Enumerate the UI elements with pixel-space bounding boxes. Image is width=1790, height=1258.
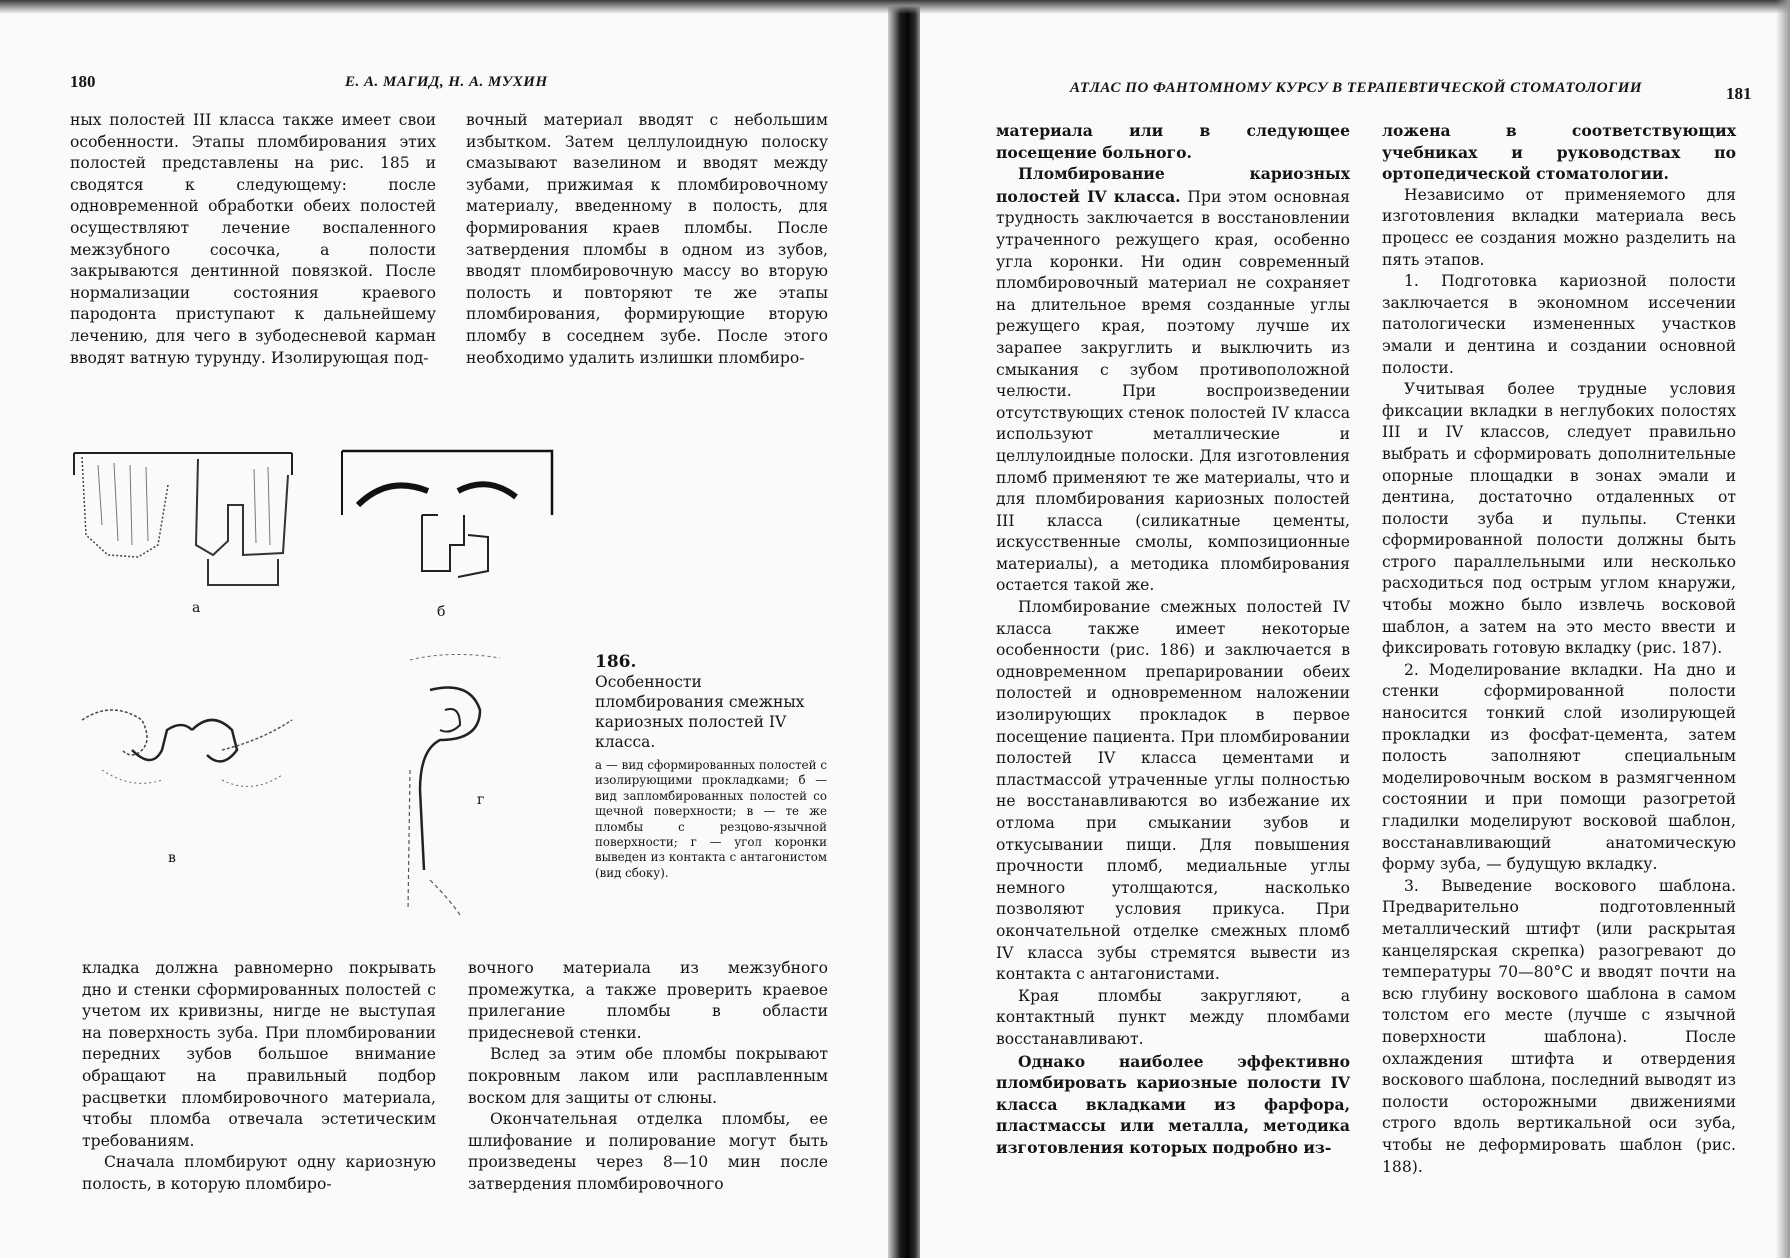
left-page [0, 0, 890, 1258]
page-number-left: 180 [70, 72, 96, 91]
right-col1 [996, 120, 1350, 1159]
paragraph: 2. Моделирование вкладки. На дно и стенки сформированной полости наносится тонкий слой изолирующей прокладки из фосфат-цемента, затем полость заполняют специальным моделировочным воском в размягченном состоянии и при помощи разогретой гладилки моделируют восковой шаблон, восстанавливающий анатомическую форму зуба, — будущую вкладку. [1382, 660, 1736, 874]
paragraph: вочного материала из межзубного промежутка, а также проверить краевое прилегание пломбы в области придесневой стенки. [468, 959, 828, 1042]
caption-detail: а — вид сформированных полостей с изолирующими прокладками; б — вид запломбированных полостей со щечной поверхности; в — те же пломбы с резцово-язычной поверхности; г — угол коронки выведен из контакта с антагонистом (вид сбоку). [595, 758, 827, 880]
figure-label-g: г [477, 792, 485, 808]
right-page [920, 0, 1790, 1258]
caption-number: 186. [595, 652, 637, 672]
left-col1-top [70, 110, 436, 369]
figure-label-b: б [437, 604, 446, 620]
paragraph: Независимо от применяемого для изготовления вкладки материала весь процесс ее создания можно разделить на пять этапов. [1382, 185, 1736, 269]
figure-186a-drawing [68, 445, 298, 595]
paragraph-text: При этом основная трудность заключается в восстановлении утраченного режущего края, особенно угла коронки. Ни один современный пломбировочный материал не сохраняет на длительное время созданные углы режущего края, поэтому лучше их зарапее закруглить и выключить из смыкания с зубом противоположной челюсти. При воспроизведении отсутствующих стенок полостей IV класса используют металлические и целлулоидные полоски. Для изготовления пломб применяют те же материалы, что и для пломбирования кариозных полостей III класса (силикатные цементы, искусственные смолы, композиционные материалы), а методика пломбирования остается такой же. [996, 187, 1350, 595]
section-heading: Пломбирование кариозных полостей IV класса. [996, 164, 1350, 206]
figure-186v-drawing [72, 680, 312, 810]
paragraph: Вслед за этим обе пломбы покрывают покровным лаком или расплавленным воском для защиты от слюны. [468, 1045, 828, 1107]
paragraph: Окончательная отделка пломбы, ее шлифование и полирование могут быть произведены через 8—10 мин после затвердения пломбировочного [468, 1110, 828, 1193]
running-head-right: АТЛАС ПО ФАНТОМНОМУ КУРСУ В ТЕРАПЕВТИЧЕСКОЙ СТОМАТОЛОГИИ [1070, 80, 1643, 96]
scan-edge-right [1776, 0, 1790, 1258]
paragraph: Учитывая более трудные условия фиксации вкладки в неглубоких полостях III и IV классов, следует правильно выбрать и сформировать дополнительные опорные площадки в зонах эмали и дентина, достаточно отдаленных от полости зуба и пульпы. Стенки сформированной полости должны быть строго параллельными или несколько расходиться под острым углом кнаружи, чтобы можно было извлечь восковой шаблон, а затем на это место ввести и фиксировать готовую вкладку (рис. 187). [1382, 380, 1736, 658]
page-number-right: 181 [1726, 84, 1752, 103]
running-head-left: Е. А. МАГИД, Н. А. МУХИН [345, 74, 548, 90]
paragraph: ложена в соответствующих учебниках и руководствах по ортопедической стоматологии. [1382, 121, 1736, 184]
figure-186b-drawing [338, 445, 558, 595]
figure-186g-drawing [390, 650, 530, 920]
paragraph: кладка должна равномерно покрывать дно и стенки сформированных полостей с учетом их кривизны, нигде не выступая на поверхность зуба. При пломбировании передних зубов большое внимание обращают на правильный подбор расцветки пломбировочного материала, чтобы пломба отвечала эстетическим требованиям. [82, 959, 436, 1150]
paragraph: 3. Выведение воскового шаблона. Предварительно подготовленный металлический штифт (или раскрытая канцелярская скрепка) разогревают до температуры 70—80°С и вводят почти на всю глубину воскового шаблона в самом толстом его месте (лучше с язычной поверхности шаблона). После охлаждения штифта и отвердения воскового шаблона, последний выводят из полости осторожными движениями строго вдоль вертикальной оси зуба, чтобы не деформировать шаблон (рис. 188). [1382, 876, 1736, 1176]
caption-title: Особенности пломбирования смежных кариозных полостей IV класса. [595, 673, 805, 751]
left-col2-bottom [468, 958, 828, 1196]
figure-caption [595, 652, 827, 881]
scan-edge-top [0, 0, 1790, 14]
paragraph: ных полостей III класса также имеет свои особенности. Этапы пломбирования этих полостей представлены на рис. 185 и сводятся к следующему: после одновременной обработки обеих полостей осуществляют лечение воспаленного межзубного сосочка, а полости закрываются дентинной повязкой. После нормализации состояния краевого пародонта приступают к дальнейшему лечению, для чего в зубодесневой карман вводят ватную турунду. Изолирующая под- [70, 111, 436, 367]
book-gutter [888, 0, 924, 1258]
paragraph: Края пломбы закругляют, а контактный пункт между пломбами восстанавливают. [996, 986, 1350, 1048]
figure-label-v: в [168, 850, 176, 866]
right-col2 [1382, 120, 1736, 1178]
paragraph: материала или в следующее посещение больного. [996, 121, 1350, 162]
left-col1-bottom [82, 958, 436, 1196]
figure-label-a: а [192, 600, 201, 616]
paragraph: 1. Подготовка кариозной полости заключается в экономном иссечении патологически измененных участков эмали и дентина и создании основной полости. [1382, 272, 1736, 377]
paragraph: Однако наиболее эффективно пломбировать кариозные полости IV класса вкладками из фарфора, пластмассы или металла, методика изготовления которых подробно из- [996, 1051, 1350, 1157]
paragraph: Пломбирование смежных полостей IV класса также имеет некоторые особенности (рис. 186) и заключается в одновременном препарировании обеих полостей и одновременном наложении изолирующих прокладок в первое посещение пациента. При пломбировании полостей IV класса цементами и пластмассой утраченные углы полностью не восстанавливаются во избежание их отлома при смыкании зубов и откусывании пищи. Для повышения прочности пломб, медиальные углы немного утолщаются, насколько позволяют условия прикуса. При окончательной отделке смежных пломб IV класса зубы стремятся вывести из контакта с антагонистами. [996, 598, 1350, 984]
paragraph [996, 163, 1350, 597]
left-col2-top [466, 110, 828, 369]
paragraph: вочный материал вводят с небольшим избытком. Затем целлулоидную полоску смазывают вазелином и вводят между зубами, прижимая к пломбировочному материалу, введенному в полость, для формирования краев пломбы. После затвердения пломбы в одном из зубов, вводят пломбировочную массу во вторую полость и повторяют те же этапы пломбирования, формирующие вторую пломбу в соседнем зубе. После этого необходимо удалить излишки пломбиро- [466, 111, 828, 367]
paragraph: Сначала пломбируют одну кариозную полость, в которую пломбиро- [82, 1153, 436, 1193]
